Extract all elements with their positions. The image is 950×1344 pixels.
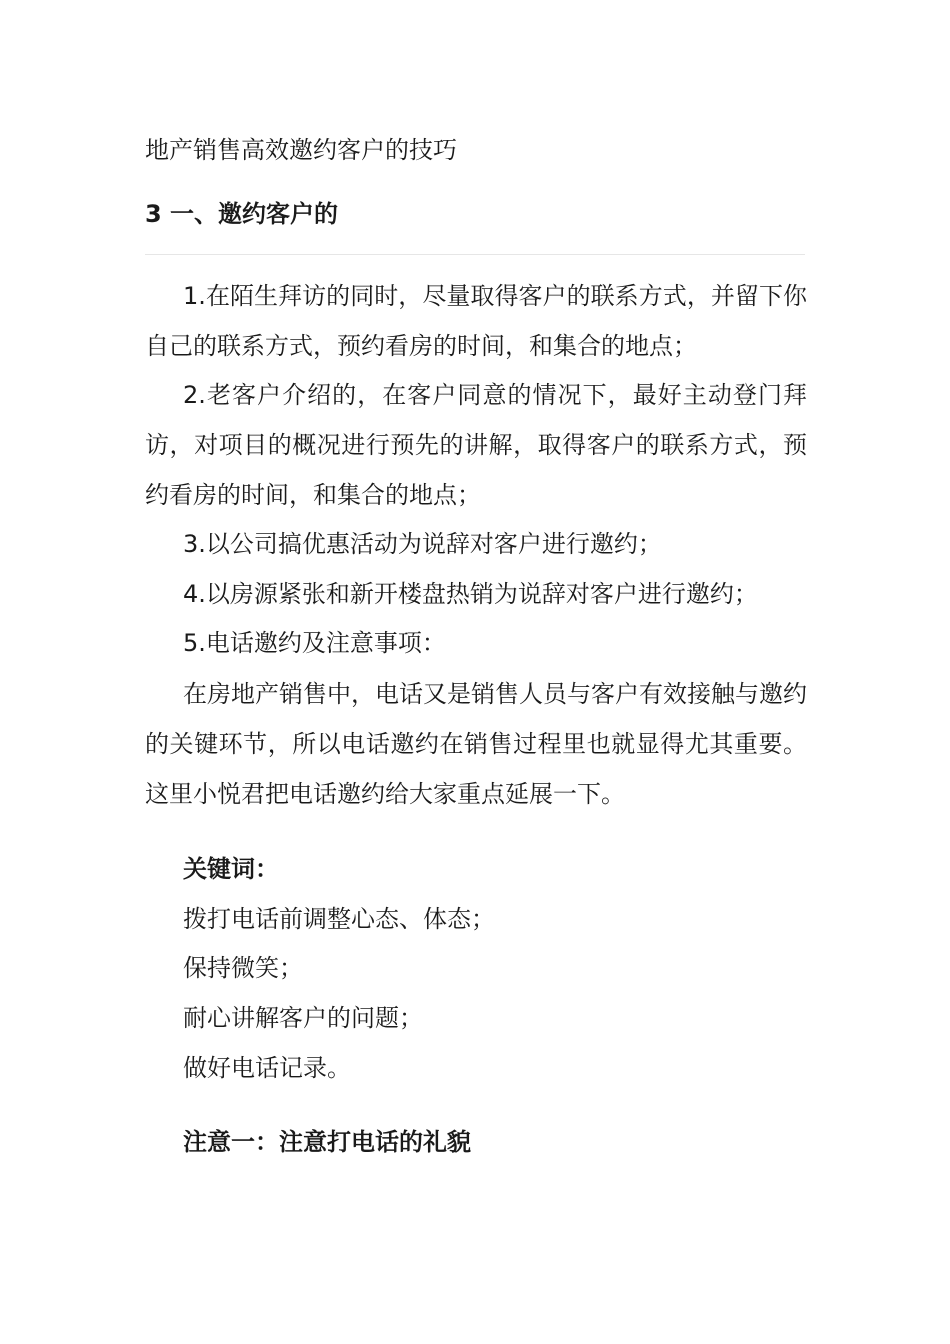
notice-heading: 注意一：注意打电话的礼貌 bbox=[183, 1128, 471, 1156]
keyword-item: 做好电话记录。 bbox=[183, 1054, 351, 1082]
paragraph-6: 在房地产销售中，电话又是销售人员与客户有效接触与邀约的关键环节，所以电话邀约在销售过程里也就显得尤其重要。这里小悦君把电话邀约给大家重点延展一下。 bbox=[145, 680, 807, 808]
keyword-item: 耐心讲解客户的问题； bbox=[183, 1004, 423, 1032]
document-title: 地产销售高效邀约客户的技巧 bbox=[145, 136, 457, 164]
paragraph-5: 5.电话邀约及注意事项： bbox=[183, 629, 446, 657]
paragraph-3: 3.以公司搞优惠活动为说辞对客户进行邀约； bbox=[183, 530, 662, 558]
section-heading: 3 一、邀约客户的 bbox=[145, 200, 339, 228]
keywords-heading: 关键词： bbox=[183, 855, 279, 883]
paragraph-4: 4.以房源紧张和新开楼盘热销为说辞对客户进行邀约； bbox=[183, 580, 758, 608]
paragraph-1: 1.在陌生拜访的同时，尽量取得客户的联系方式，并留下你自己的联系方式，预约看房的时间，和集合的地点； bbox=[145, 282, 807, 360]
keyword-item: 保持微笑； bbox=[183, 954, 303, 982]
section-divider bbox=[145, 254, 805, 255]
keyword-item: 拨打电话前调整心态、体态； bbox=[183, 905, 495, 933]
paragraph-2: 2.老客户介绍的，在客户同意的情况下，最好主动登门拜访，对项目的概况进行预先的讲解，取得客户的联系方式，预约看房的时间，和集合的地点； bbox=[145, 381, 807, 509]
